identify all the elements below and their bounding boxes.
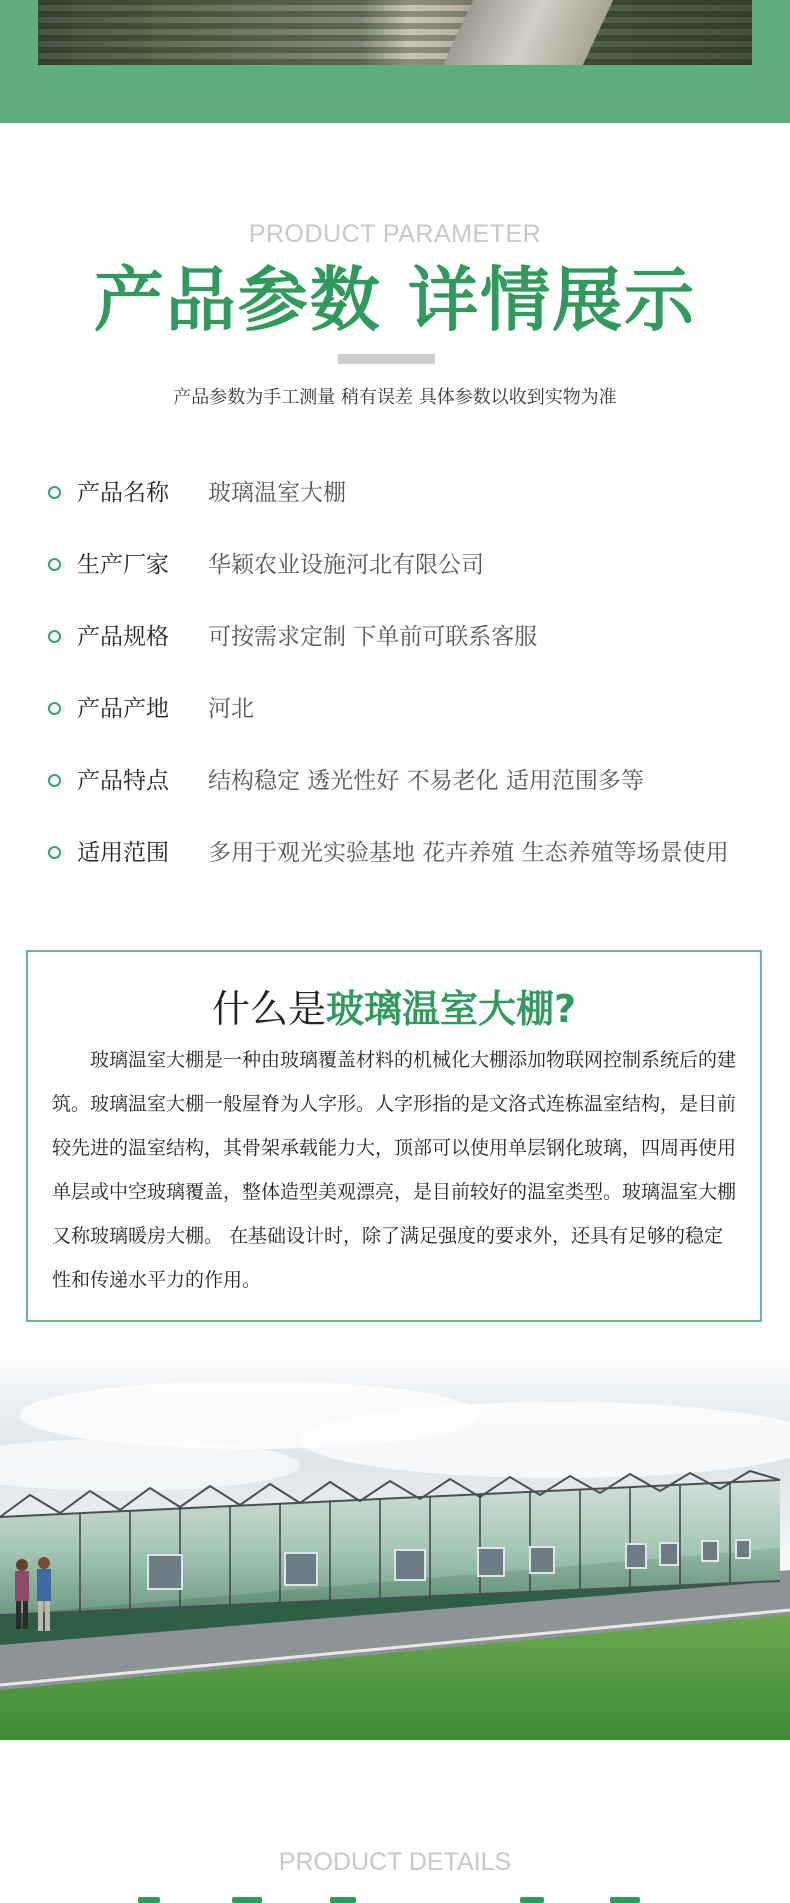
param-value: 多用于观光实验基地 花卉养殖 生态养殖等场景使用	[208, 840, 729, 866]
param-value: 河北	[208, 696, 254, 722]
bullet-circle-icon	[48, 702, 61, 715]
greenhouse-interior-photo	[38, 0, 752, 65]
section-en-title: PRODUCT PARAMETER	[248, 220, 542, 248]
bullet-circle-icon	[48, 558, 61, 571]
details-cn-title-cut	[0, 1892, 790, 1903]
intro-title-highlight: 玻璃温室大棚?	[325, 987, 577, 1031]
bullet-circle-icon	[48, 774, 61, 787]
intro-title-prefix: 什么是	[211, 987, 326, 1031]
title-underline	[338, 354, 435, 364]
intro-paragraph: 玻璃温室大棚是一种由玻璃覆盖材料的机械化大棚添加物联网控制系统后的建筑。玻璃温室大棚一般屋脊为人字形。人字形指的是文洛式连栋温室结构，是目前较先进的温室结构，其骨架承载能力大，顶部可以使用单层钢化玻璃，四周再使用单层或中空玻璃覆盖，整体造型美观漂亮，是目前较好的温室类型。玻璃温室大棚又称玻璃暖房大棚。 在基础设计时，除了满足强度的要求外，还具有足够的稳定性和传递水平力的作用。	[52, 1049, 737, 1291]
intro-box	[26, 950, 762, 1322]
param-row	[48, 758, 768, 798]
param-label: 适用范围	[77, 840, 169, 866]
greenhouse-illustration	[0, 1345, 790, 1740]
greenhouse-exterior-image	[0, 1345, 790, 1740]
param-label: 产品规格	[77, 624, 169, 650]
param-value: 可按需求定制 下单前可联系客服	[208, 624, 538, 650]
param-label: 生产厂家	[77, 552, 169, 578]
param-row	[48, 614, 768, 654]
param-row	[48, 830, 768, 870]
param-label: 产品产地	[77, 696, 169, 722]
details-en-title: PRODUCT DETAILS	[278, 1848, 512, 1876]
param-row	[48, 470, 768, 510]
section-subtitle: 产品参数为手工测量 稍有误差 具体参数以收到实物为准	[173, 387, 617, 408]
param-value: 结构稳定 透光性好 不易老化 适用范围多等	[208, 768, 644, 794]
bullet-circle-icon	[48, 486, 61, 499]
param-value: 华颖农业设施河北有限公司	[208, 552, 484, 578]
param-label: 产品特点	[77, 768, 169, 794]
param-row	[48, 542, 768, 582]
section-cn-title: 产品参数 详情展示	[93, 259, 697, 341]
bullet-circle-icon	[48, 630, 61, 643]
param-value: 玻璃温室大棚	[208, 480, 346, 506]
bullet-circle-icon	[48, 846, 61, 859]
param-label: 产品名称	[77, 480, 169, 506]
param-row	[48, 686, 768, 726]
intro-title	[28, 978, 760, 1033]
top-green-band	[0, 0, 790, 123]
